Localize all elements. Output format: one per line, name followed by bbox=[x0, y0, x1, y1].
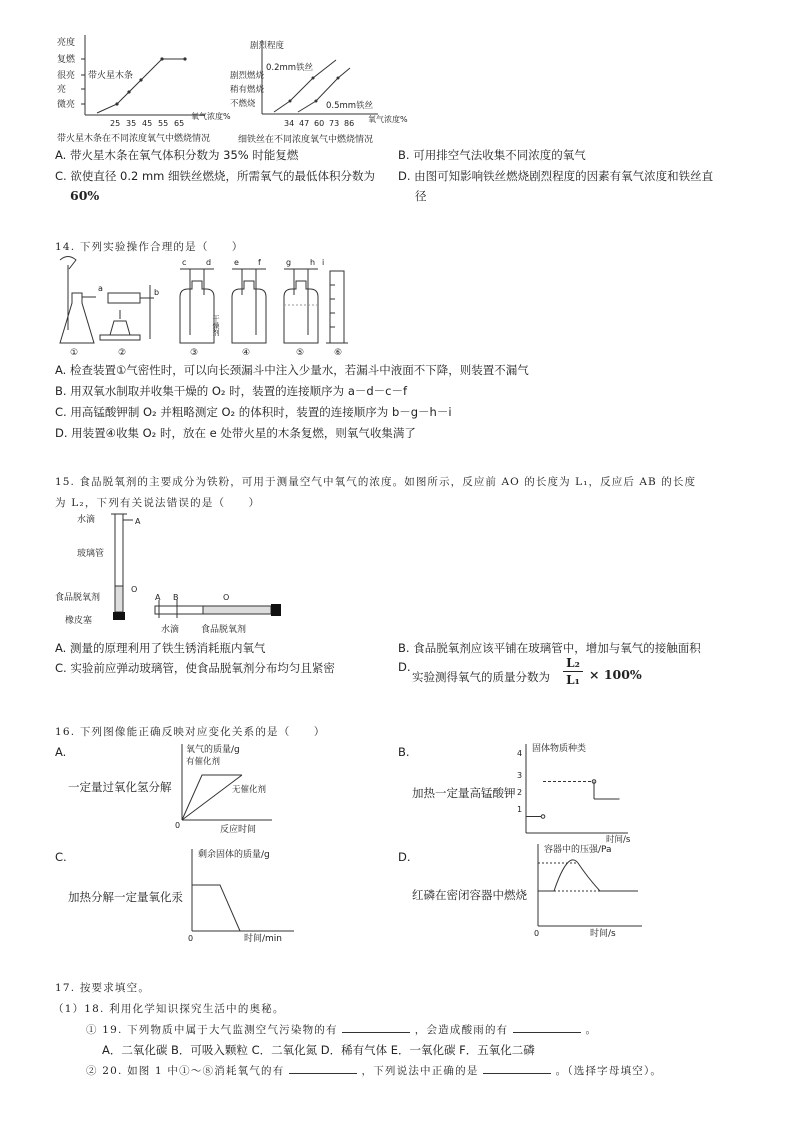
q16-stem: 16. 下列图像能正确反映对应变化关系的是（ ） bbox=[55, 726, 326, 738]
q16-graph-a bbox=[172, 740, 282, 835]
q17-sub1-1-c: 。 bbox=[585, 1024, 598, 1036]
apparatus-2 bbox=[100, 285, 159, 358]
graph-b-xlabel: 时间/s bbox=[606, 835, 631, 844]
fig1-ylabel: 亮度 bbox=[57, 38, 76, 48]
q14-apparatus bbox=[50, 255, 360, 360]
q17-sub1-2-a: ② 20. 如图 1 中①～⑧消耗氧气的有 bbox=[86, 1065, 285, 1077]
fraction-denominator: L₁ bbox=[566, 673, 580, 687]
q16-d-desc: 红磷在密闭容器中燃烧 bbox=[412, 888, 527, 902]
label-water-drop: 水滴 bbox=[77, 515, 96, 525]
q13-option-c-line1: C. 欲使直径 0.2 mm 细铁丝燃烧，所需氧气的最低体积分数为 bbox=[55, 169, 375, 183]
graph-b-marks bbox=[526, 780, 620, 819]
q17-stem: 17. 按要求填空。 bbox=[55, 982, 151, 994]
apparatus-4 bbox=[212, 258, 266, 358]
q13-figure-1 bbox=[55, 33, 235, 145]
fig1-xtick-0: 25 bbox=[110, 119, 121, 128]
q17-choices: A．二氧化碳 B．可吸入颗粒 C．二氧化氮 D．稀有气体 E．一氧化碳 F．五氧化二磷 bbox=[102, 1043, 535, 1057]
q15-option-d-suffix: × 100% bbox=[589, 667, 642, 682]
fig1-series-line bbox=[97, 59, 185, 113]
dry-label: 干燥剂 bbox=[212, 315, 220, 336]
graph-c-origin: 0 bbox=[188, 934, 194, 943]
fig2-y-julie: 剧烈燃烧 bbox=[230, 71, 265, 81]
q16-a-letter: A. bbox=[55, 745, 67, 759]
q17-sub1: （1）18. 利用化学知识探究生活中的奥秘。 bbox=[53, 1003, 285, 1015]
port-a: a bbox=[98, 284, 103, 293]
q13-option-c-line2: 60% bbox=[70, 188, 100, 203]
q14-stem: 14. 下列实验操作合理的是（ ） bbox=[55, 241, 244, 253]
q13-option-a: A. 带火星木条在氧气体积分数为 35% 时能复燃 bbox=[55, 148, 299, 162]
app-label-3: ③ bbox=[190, 348, 199, 358]
graph-d-xlabel: 时间/s bbox=[590, 929, 616, 939]
port-h: h bbox=[310, 258, 316, 267]
fig1-y-fuhan: 复燃 bbox=[57, 55, 76, 65]
fig1-xtick-2: 45 bbox=[142, 119, 153, 128]
graph-a-line-label-0: 有催化剂 bbox=[186, 757, 221, 767]
q13-option-b: B. 可用排空气法收集不同浓度的氧气 bbox=[398, 148, 586, 162]
q17-sub1-1-a: ① 19. 下列物质中属于大气监测空气污染物的有 bbox=[86, 1024, 338, 1036]
q17-sub1-1 bbox=[86, 1022, 597, 1037]
q16-graph-b bbox=[510, 738, 635, 844]
fig2-xtick-4: 86 bbox=[344, 119, 355, 128]
graph-a-origin: 0 bbox=[175, 821, 181, 830]
blank-correct-statement[interactable] bbox=[483, 1063, 551, 1074]
fig2-caption: 细铁丝在不同浓度氧气中燃烧情况 bbox=[238, 135, 374, 145]
graph-a-xlabel: 反应时间 bbox=[220, 825, 257, 835]
graph-b-ytick-2: 2 bbox=[517, 788, 523, 797]
q16-c-letter: C. bbox=[55, 850, 67, 864]
fig2-xtick-2: 60 bbox=[314, 119, 325, 128]
apparatus-6 bbox=[322, 258, 348, 358]
graph-c-line bbox=[192, 885, 240, 931]
q16-b-letter: B. bbox=[398, 745, 410, 759]
graph-a-nocatalyst-line bbox=[182, 775, 242, 820]
fig1-xtick-4: 65 bbox=[174, 119, 185, 128]
graph-d-curve bbox=[538, 860, 638, 891]
label-rubber: 橡皮塞 bbox=[65, 616, 93, 626]
fig1-y-henliang: 很亮 bbox=[57, 71, 76, 81]
fig2-xtick-3: 73 bbox=[329, 119, 340, 128]
port-c: c bbox=[182, 258, 187, 267]
app-label-5: ⑤ bbox=[296, 348, 305, 358]
port-e: e bbox=[234, 258, 239, 267]
label-deoxidizer: 食品脱氧剂 bbox=[55, 593, 101, 603]
port-d: d bbox=[206, 258, 212, 267]
q16-graph-c bbox=[182, 843, 302, 945]
q16-a-desc: 一定量过氧化氢分解 bbox=[68, 780, 172, 794]
fig2-y-buran: 不燃烧 bbox=[230, 99, 256, 109]
fraction-numerator: L₂ bbox=[563, 655, 583, 672]
graph-b-point-0 bbox=[541, 815, 545, 819]
q14-option-b: B. 用双氧水制取并收集干燥的 O₂ 时，装置的连接顺序为 a－d－c－f bbox=[55, 384, 408, 398]
graph-b-ytick-1: 1 bbox=[517, 805, 523, 814]
fig1-caption: 带火星木条在不同浓度氧气中燃烧情况 bbox=[57, 134, 211, 144]
label-A: A bbox=[135, 517, 141, 526]
fig1-y-liang: 亮 bbox=[57, 85, 67, 95]
q17-sub1-2-b: ，下列说法中正确的是 bbox=[361, 1065, 479, 1077]
apparatus-3 bbox=[180, 258, 214, 358]
fig2-xtick-1: 47 bbox=[299, 119, 310, 128]
app-label-1: ① bbox=[70, 348, 79, 358]
q15-option-b: B. 食品脱氧剂应该平铺在玻璃管中，增加与氧气的接触面积 bbox=[398, 641, 701, 655]
app-label-2: ② bbox=[118, 348, 127, 358]
blank-pollutants[interactable] bbox=[342, 1022, 410, 1033]
label-A-horizontal: A bbox=[155, 593, 161, 602]
q15-fraction bbox=[563, 655, 583, 688]
label-B: B bbox=[173, 593, 179, 602]
app-label-6: ⑥ bbox=[334, 348, 343, 358]
graph-a-line-label-1: 无催化剂 bbox=[232, 785, 267, 795]
fig2-ylabel: 剧烈程度 bbox=[250, 41, 285, 51]
label-tube: 玻璃管 bbox=[77, 549, 105, 559]
fig2-xlabel: 氧气浓度% bbox=[368, 115, 408, 124]
label-O-horizontal: O bbox=[223, 593, 230, 602]
q15-option-a: A. 测量的原理利用了铁生锈消耗瓶内氧气 bbox=[55, 641, 266, 655]
graph-c-ylabel: 剩余固体的质量/g bbox=[198, 850, 270, 860]
fig2-series-label-1: 0.5mm铁丝 bbox=[326, 101, 374, 111]
fig1-xtick-1: 35 bbox=[126, 119, 137, 128]
port-i: i bbox=[322, 258, 325, 267]
graph-c-xlabel: 时间/min bbox=[244, 934, 283, 944]
fig1-series-label: 带火星木条 bbox=[88, 71, 134, 81]
label-O-vertical: O bbox=[131, 585, 138, 594]
label-water: 水滴 bbox=[161, 625, 180, 635]
apparatus-1 bbox=[60, 257, 103, 359]
port-b: b bbox=[154, 288, 160, 297]
label-deox2: 食品脱氧剂 bbox=[201, 625, 247, 635]
q16-c-desc: 加热分解一定量氧化汞 bbox=[68, 890, 183, 904]
graph-d-ylabel: 容器中的压强/Pa bbox=[544, 845, 612, 855]
fig1-xtick-3: 55 bbox=[158, 119, 169, 128]
fig1-xlabel: 氧气浓度% bbox=[191, 112, 231, 121]
q15-option-d-text: 实验测得氧气的质量分数为 bbox=[412, 670, 550, 684]
q16-d-letter: D. bbox=[398, 850, 411, 864]
q14-option-a: A. 检查装置①气密性时，可以向长颈漏斗中注入少量水，若漏斗中液面不下降，则装置不漏气 bbox=[55, 363, 529, 377]
q15-option-c: C. 实验前应弹动玻璃管，使食品脱氧剂分布均匀且紧密 bbox=[55, 661, 335, 675]
q14-option-d: D. 用装置④收集 O₂ 时，放在 e 处带火星的木条复燃，则氧气收集满了 bbox=[55, 426, 416, 440]
q15-option-d-letter: D. bbox=[398, 660, 411, 674]
q17-sub1-1-b: ，会造成酸雨的有 bbox=[414, 1024, 509, 1036]
q17-sub1-2-c: 。（选择字母填空）。 bbox=[555, 1065, 663, 1077]
fig2-series-label-0: 0.2mm铁丝 bbox=[266, 63, 314, 73]
graph-d-origin: 0 bbox=[534, 929, 540, 938]
q13-option-d-line1: D. 由图可知影响铁丝燃烧剧烈程度的因素有氧气浓度和铁丝直 bbox=[398, 169, 714, 183]
q16-graph-d bbox=[528, 840, 648, 942]
graph-b-ytick-4: 4 bbox=[517, 749, 523, 758]
q14-option-c: C. 用高锰酸钾制 O₂ 并粗略测定 O₂ 的体积时，装置的连接顺序为 b－g－h－i bbox=[55, 405, 452, 419]
fig2-y-shaoyou: 稍有燃烧 bbox=[230, 85, 265, 95]
port-g: g bbox=[286, 258, 292, 267]
apparatus-5 bbox=[284, 258, 318, 358]
q13-option-d-line2: 径 bbox=[415, 189, 427, 203]
q13-figure-2 bbox=[228, 38, 408, 146]
fig2-xtick-0: 34 bbox=[284, 119, 295, 128]
fig1-y-weiliang: 微亮 bbox=[57, 100, 76, 110]
graph-b-ytick-3: 3 bbox=[517, 771, 523, 780]
app-label-4: ④ bbox=[242, 348, 251, 358]
q15-figure bbox=[55, 508, 290, 638]
q17-sub1-2 bbox=[86, 1063, 662, 1078]
q15-stem-line2: 为 L₂，下列有关说法错误的是（ ） bbox=[55, 497, 261, 509]
port-f: f bbox=[258, 258, 261, 267]
blank-acid-rain[interactable] bbox=[513, 1022, 581, 1033]
graph-a-ylabel: 氧气的质量/g bbox=[186, 745, 240, 755]
q16-b-desc: 加热一定量高锰酸钾 bbox=[412, 786, 516, 800]
graph-b-ylabel: 固体物质种类 bbox=[532, 744, 587, 754]
blank-consume-oxygen[interactable] bbox=[289, 1063, 357, 1074]
q15-stem-line1: 15. 食品脱氧剂的主要成分为铁粉，可用于测量空气中氧气的浓度。如图所示，反应前 AO 的长度为 L₁，反应后 AB 的长度 bbox=[55, 476, 697, 488]
